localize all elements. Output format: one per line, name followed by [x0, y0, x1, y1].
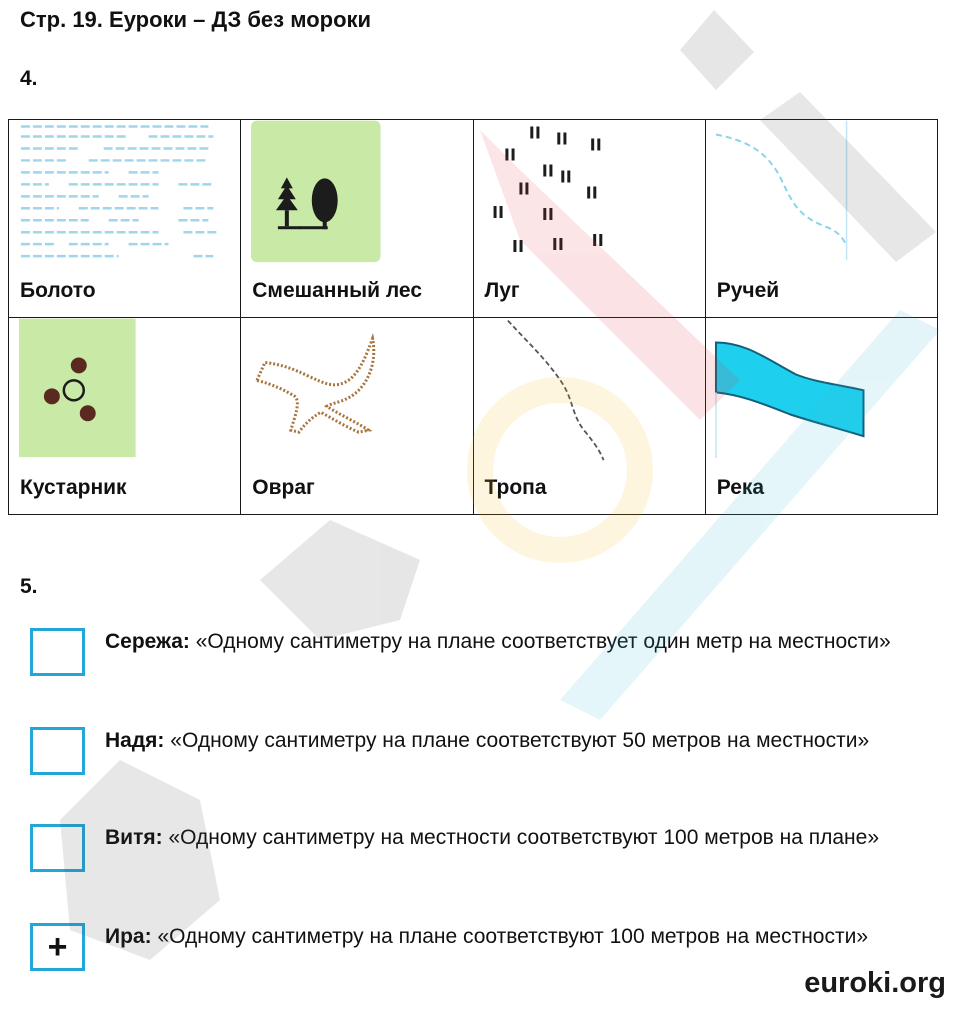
page-title: Стр. 19. Еуроки – ДЗ без мороки — [20, 7, 372, 32]
task-4-number: 4. — [20, 67, 38, 90]
answer-text — [105, 721, 948, 761]
map-symbols-table — [8, 119, 938, 515]
svg-text:ıı: ıı — [541, 200, 554, 226]
symbol-label-river: Река — [716, 476, 765, 499]
task-5-number: 5. — [20, 575, 38, 598]
svg-text:ıı: ıı — [517, 174, 530, 200]
symbol-label-ravine: Овраг — [252, 476, 315, 499]
symbol-cell-swamp — [9, 120, 241, 318]
symbol-cell-river — [705, 317, 937, 515]
svg-text:ıı: ıı — [591, 226, 604, 252]
svg-text:ıı: ıı — [491, 198, 504, 224]
symbol-label-swamp: Болото — [20, 278, 96, 302]
checkbox-mark: + — [47, 928, 68, 966]
svg-text:ıı: ıı — [585, 178, 598, 204]
symbol-label-shrub: Кустарник — [20, 476, 127, 499]
answer-checkbox-nadya[interactable] — [30, 727, 85, 775]
symbol-cell-path — [473, 317, 705, 515]
svg-text:ıı: ıı — [528, 120, 541, 144]
answer-checkbox-seryozha[interactable] — [30, 628, 85, 676]
statement: «Одному сантиметру на плане соответствуют 50 метров на местности» — [170, 729, 870, 752]
svg-text:ıı: ıı — [555, 124, 568, 150]
student-name: Сережа: — [105, 630, 190, 653]
symbol-cell-mixed-forest — [241, 120, 473, 318]
symbol-label-path: Тропа — [484, 476, 547, 499]
statement: «Одному сантиметру на плане соответствует один метр на местности» — [195, 630, 891, 653]
answer-checkbox-ira[interactable] — [30, 923, 85, 971]
answer-text — [105, 917, 948, 957]
statement: «Одному сантиметру на местности соответствуют 100 метров на плане» — [168, 826, 880, 849]
symbol-cell-ravine — [241, 317, 473, 515]
symbol-label-meadow: Луг — [484, 278, 520, 302]
symbol-cell-stream — [705, 120, 937, 318]
answer-checkbox-vitya[interactable] — [30, 824, 85, 872]
svg-text:ıı: ıı — [551, 230, 564, 256]
answer-text — [105, 818, 948, 858]
student-name: Витя: — [105, 826, 163, 849]
student-name: Ира: — [105, 925, 152, 948]
statement: «Одному сантиметру на плане соответствуют 100 метров на местности» — [157, 925, 868, 948]
svg-text:ıı: ıı — [503, 140, 516, 166]
svg-text:ıı: ıı — [559, 162, 572, 188]
symbol-cell-shrub — [9, 317, 241, 515]
answer-text — [105, 622, 948, 662]
svg-text:ıı: ıı — [589, 130, 602, 156]
site-footer: euroki.org — [804, 967, 946, 999]
svg-text:ıı: ıı — [541, 156, 554, 182]
svg-text:ıı: ıı — [511, 232, 524, 258]
symbol-label-stream: Ручей — [716, 278, 780, 302]
symbol-cell-meadow — [473, 120, 705, 318]
symbol-label-mixed-forest: Смешанный лес — [252, 278, 423, 302]
student-name: Надя: — [105, 729, 165, 752]
